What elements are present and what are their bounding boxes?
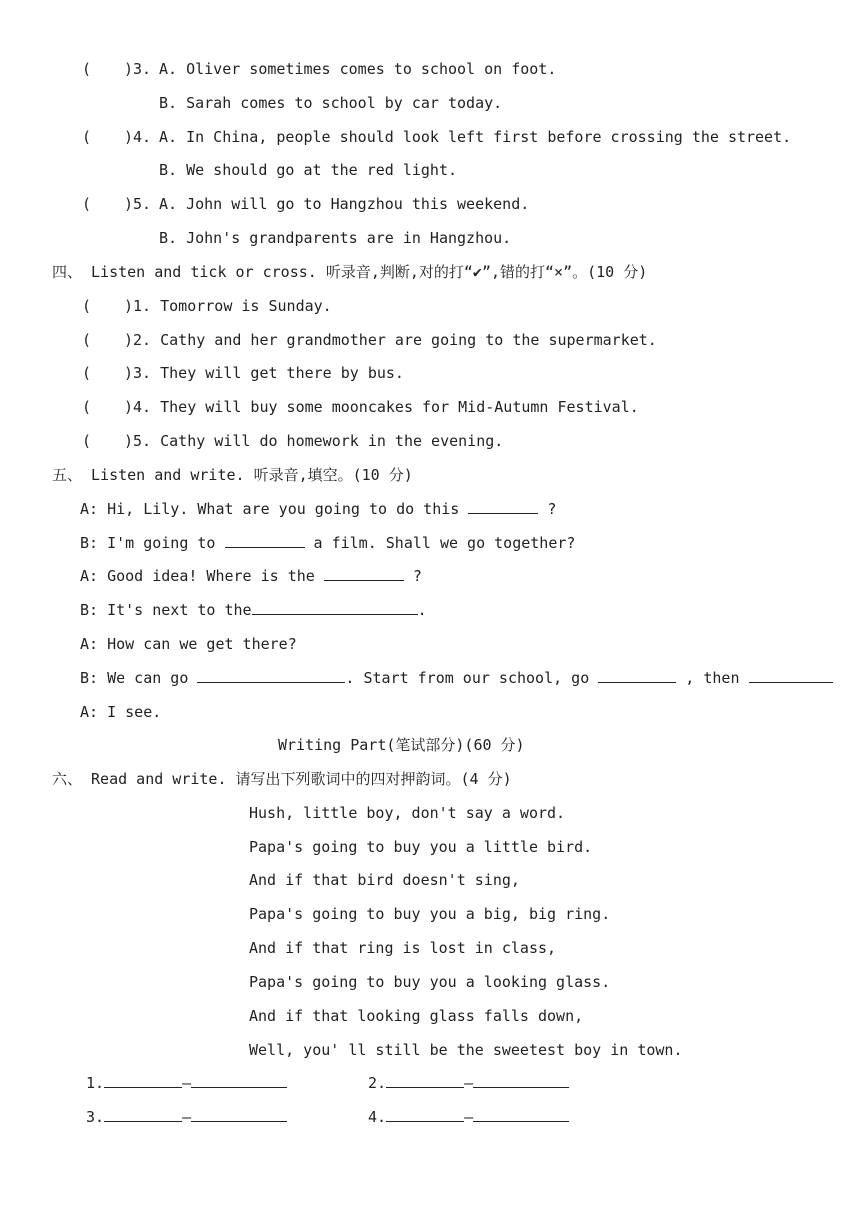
paren-open: ( <box>82 331 92 349</box>
paren-open: ( <box>82 128 92 146</box>
answer-blank[interactable] <box>598 668 676 683</box>
paren-open: ( <box>82 195 92 213</box>
list-item: )1. Tomorrow is Sunday. <box>124 297 332 315</box>
dialog-line: B: It's next to the . <box>80 601 427 619</box>
answer-blank[interactable] <box>191 1107 287 1122</box>
list-item: )2. Cathy and her grandmother are going to the supermarket. <box>124 331 657 349</box>
dialog-line: A: I see. <box>80 703 162 721</box>
paren-open: ( <box>82 297 92 315</box>
list-item: )5. Cathy will do homework in the evening. <box>124 432 504 450</box>
rhyme-answer-4: 4. — <box>368 1107 569 1127</box>
dialog-line: B: I'm going to a film. Shall we go together? <box>80 534 576 552</box>
option-b: B. Sarah comes to school by car today. <box>159 94 503 112</box>
poem-line: Papa's going to buy you a looking glass. <box>249 973 611 991</box>
dialog-line: B: We can go . Start from our school, go , then <box>80 668 833 688</box>
dialog-line: A: Hi, Lily. What are you going to do this ? <box>80 500 557 518</box>
option-a: A. Oliver sometimes comes to school on foot. <box>159 60 557 78</box>
answer-blank[interactable] <box>386 1073 464 1088</box>
list-item: )4. They will buy some mooncakes for Mid-Autumn Festival. <box>124 398 639 416</box>
paren-open: ( <box>82 432 92 450</box>
answer-blank[interactable] <box>191 1073 287 1088</box>
rhyme-answer-2: 2. — <box>368 1073 569 1093</box>
answer-blank[interactable] <box>104 1107 182 1122</box>
answer-blank[interactable] <box>252 600 418 615</box>
answer-blank[interactable] <box>197 668 345 683</box>
answer-blank[interactable] <box>104 1073 182 1088</box>
paren-open: ( <box>82 398 92 416</box>
poem-line: Hush, little boy, don't say a word. <box>249 804 566 822</box>
paren-open: ( <box>82 60 92 78</box>
answer-blank[interactable] <box>225 533 305 548</box>
question-number: )3. <box>124 60 152 78</box>
answer-blank[interactable] <box>324 566 404 581</box>
answer-blank[interactable] <box>473 1107 569 1122</box>
question-number: )4. <box>124 128 152 146</box>
answer-blank[interactable] <box>468 499 538 514</box>
section-heading-5: 五、 Listen and write. 听录音,填空。(10 分) <box>52 466 413 484</box>
poem-line: And if that ring is lost in class, <box>249 939 557 957</box>
option-b: B. John's grandparents are in Hangzhou. <box>159 229 512 247</box>
section-heading-6: 六、 Read and write. 请写出下列歌词中的四对押韵词。(4 分) <box>52 770 512 788</box>
question-number: )5. <box>124 195 152 213</box>
section-heading-4: 四、 Listen and tick or cross. 听录音,判断,对的打“✔”,错的打“×”。(10 分) <box>52 263 648 281</box>
poem-line: Well, you' ll still be the sweetest boy in town. <box>249 1041 683 1059</box>
poem-line: And if that looking glass falls down, <box>249 1007 584 1025</box>
option-a: A. John will go to Hangzhou this weekend. <box>159 195 530 213</box>
option-b: B. We should go at the red light. <box>159 161 458 179</box>
answer-blank[interactable] <box>749 668 833 683</box>
poem-line: And if that bird doesn't sing, <box>249 871 520 889</box>
rhyme-answer-3: 3. — <box>86 1107 287 1127</box>
option-a: A. In China, people should look left first before crossing the street. <box>159 128 792 146</box>
poem-line: Papa's going to buy you a little bird. <box>249 838 593 856</box>
dialog-line: A: Good idea! Where is the ? <box>80 567 422 585</box>
dialog-line: A: How can we get there? <box>80 635 297 653</box>
answer-blank[interactable] <box>386 1107 464 1122</box>
writing-part-title: Writing Part(笔试部分)(60 分) <box>278 736 525 754</box>
list-item: )3. They will get there by bus. <box>124 364 404 382</box>
poem-line: Papa's going to buy you a big, big ring. <box>249 905 611 923</box>
answer-blank[interactable] <box>473 1073 569 1088</box>
paren-open: ( <box>82 364 92 382</box>
rhyme-answer-1: 1. — <box>86 1073 287 1093</box>
